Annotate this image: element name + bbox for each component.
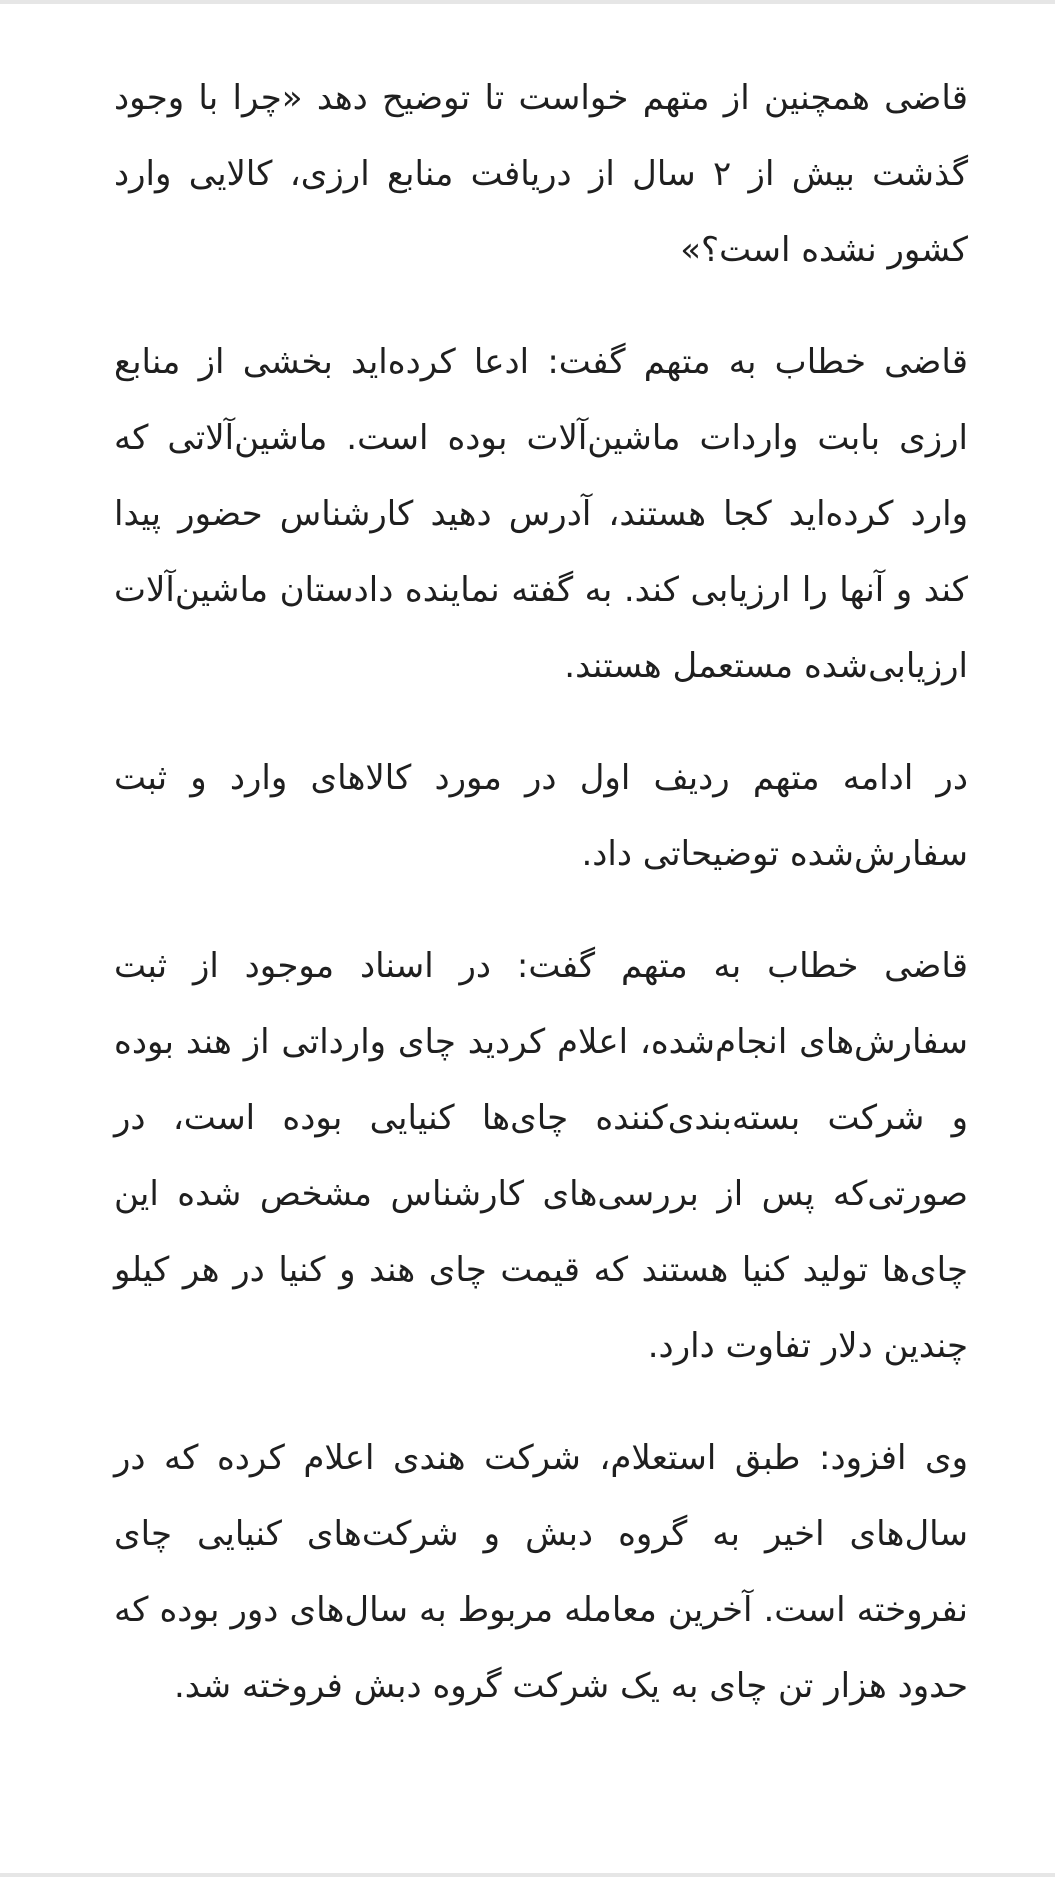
article-body bbox=[114, 60, 968, 1724]
paragraph-defendant-explanation: در ادامه متهم ردیف اول در مورد کالاهای وارد و ثبت سفارش‌شده توضیحاتی داد. bbox=[114, 758, 968, 874]
paragraph-tea-imports: قاضی خطاب به متهم گفت: در اسناد موجود از ثبت سفارش‌های انجام‌شده، اعلام کردید چای وارداتی از هند بوده و شرکت بسته‌بندی‌کننده چای‌ها کنیایی بوده است، در صورتی‌که پس از بررسی‌های کارشناس مشخص شده این چای‌ها تولید کنیا هستند که قیمت چای هند و کنیا در هر کیلو چندین دلار تفاوت دارد. bbox=[114, 946, 968, 1366]
bottom-divider bbox=[0, 1873, 1055, 1877]
paragraph-machinery: قاضی خطاب به متهم گفت: ادعا کرده‌اید بخشی از منابع ارزی بابت واردات ماشین‌آلات بوده است. ماشین‌آلاتی که وارد کرده‌اید کجا هستند، آدرس دهید کارشناس حضور پیدا کند و آنها را ارزیابی کند. به گفته نماینده دادستان ماشین‌آلات ارزیابی‌شده مستعمل هستند. bbox=[114, 342, 968, 686]
top-divider bbox=[0, 0, 1055, 4]
paragraph-inquiry: وی افزود: طبق استعلام، شرکت هندی اعلام کرده که در سال‌های اخیر به گروه دبش و شرکت‌های کنیایی چای نفروخته است. آخرین معامله مربوط به سال‌های دور بوده که حدود هزار تن چای به یک شرکت گروه دبش فروخته شد. bbox=[114, 1438, 968, 1706]
paragraph-judge-question: قاضی همچنین از متهم خواست تا توضیح دهد «چرا با وجود گذشت بیش از ۲ سال از دریافت منابع ارزی، کالایی وارد کشور نشده است؟» bbox=[114, 78, 969, 270]
